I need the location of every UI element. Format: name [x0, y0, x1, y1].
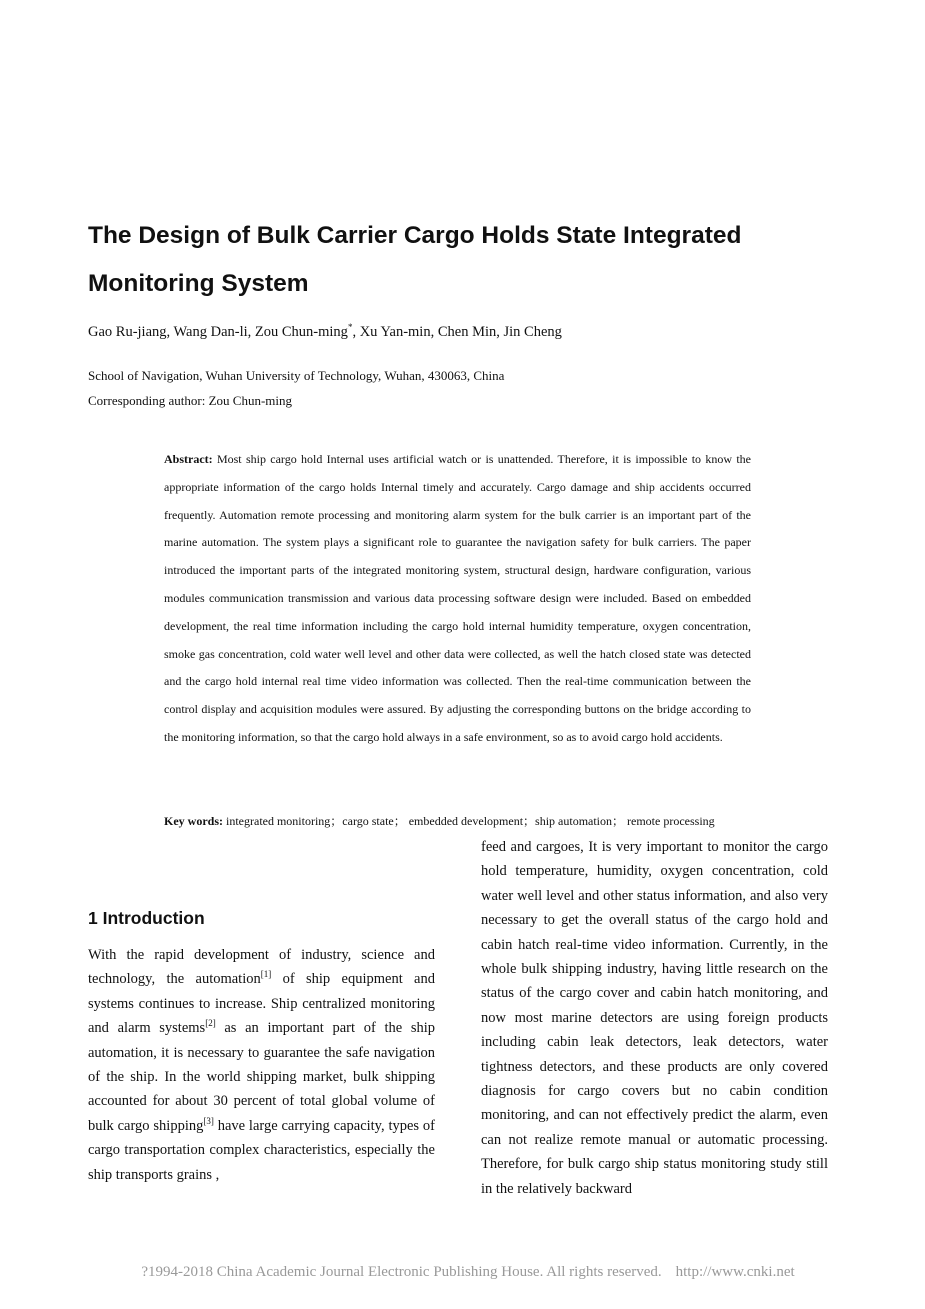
- copyright-notice: ?1994-2018 China Academic Journal Electronic Publishing House. All rights reserved.: [141, 1264, 662, 1280]
- affiliation: School of Navigation, Wuhan University of Technology, Wuhan, 430063, China: [88, 368, 505, 383]
- intro-column-right: feed and cargoes, It is very important to monitor the cargo hold temperature, humidity, oxygen concentration, cold water well level and other status information, and also very necessary to get the overall status of the cargo hold and cabin hatch real-time video information. Currently, in the whole bulk shipping industry, having little research on the status of the cargo cover and cabin hatch monitoring, and now most marine detectors are using foreign products including cabin leak detectors, leak detectors, water tightness detectors, and these products are only covered diagnosis for cargo covers but no cabin condition monitoring, and can not effectively predict the alarm, even can not realize remote manual or automatic processing. Therefore, for bulk cargo ship status monitoring study still in the relatively backward: [481, 839, 828, 1197]
- intro-column-left: [88, 943, 435, 1187]
- page-footer: [88, 1264, 848, 1281]
- affiliation-block: [88, 363, 504, 413]
- intro-text-3: as an important part of the ship automation, it is necessary to guarantee the safe navigation of the ship. In the world shipping market, bulk shipping accounted for about 30 percent of total global volume of bulk cargo shipping: [88, 1020, 435, 1134]
- keywords-text: integrated monitoring；cargo state； embedded development；ship automation； remote processing: [226, 814, 715, 828]
- corresponding-mark: *: [347, 322, 353, 333]
- corresponding-author: Corresponding author: Zou Chun-ming: [88, 393, 293, 408]
- intro-text-2: of ship equipment and systems continues to increase. Ship centralized monitoring and alarm systems: [88, 971, 435, 1037]
- intro-text-4: have large carrying capacity, types of cargo transportation complex characteristics, especially the ship transports grains ,: [88, 1117, 435, 1183]
- paper-title: The Design of Bulk Carrier Cargo Holds State Integrated Monitoring System: [88, 222, 742, 297]
- authors-rest: , Xu Yan-min, Chen Min, Jin Cheng: [352, 324, 562, 340]
- citation-1: [1]: [260, 969, 272, 980]
- footer-link[interactable]: http://www.cnki.net: [675, 1264, 795, 1280]
- abstract-label: Abstract:: [164, 452, 213, 466]
- intro-text-1: With the rapid development of industry, science and technology, the automation: [88, 947, 435, 988]
- citation-2: [2]: [205, 1018, 216, 1029]
- abstract-text: Most ship cargo hold Internal uses artificial watch or is unattended. Therefore, it is impossible to know the appropriate information of the cargo holds Internal timely and accurately. Cargo damage and ship accidents occurred frequently. Automation remote processing and monitoring alarm system for the bulk carrier is an important part of the marine automation. The system plays a significant role to guarantee the navigation safety for bulk carriers. The paper introduced the important parts of the integrated monitoring system, structural design, hardware configuration, various modules communication transmission and various data processing software design were included. Based on embedded development, the real time information including the cargo hold internal humidity temperature, oxygen concentration, smoke gas concentration, cold water well level and other data were collected, as well the hatch closed state was detected and the cargo hold internal real time video information was collected. Then the real-time communication between the control display and acquisition modules were assured. By adjusting the corresponding buttons on the bridge according to the monitoring information, so that the cargo hold always in a safe environment, so as to avoid cargo hold accidents.: [164, 452, 751, 744]
- keywords-label: Key words:: [164, 814, 223, 828]
- author-list: [88, 324, 562, 341]
- citation-3: [3]: [203, 1116, 214, 1127]
- authors-first: Gao Ru-jiang, Wang Dan-li, Zou Chun-ming: [88, 324, 348, 340]
- section-heading-introduction: 1 Introduction: [88, 908, 205, 928]
- abstract: [164, 446, 751, 752]
- keywords: [164, 808, 751, 835]
